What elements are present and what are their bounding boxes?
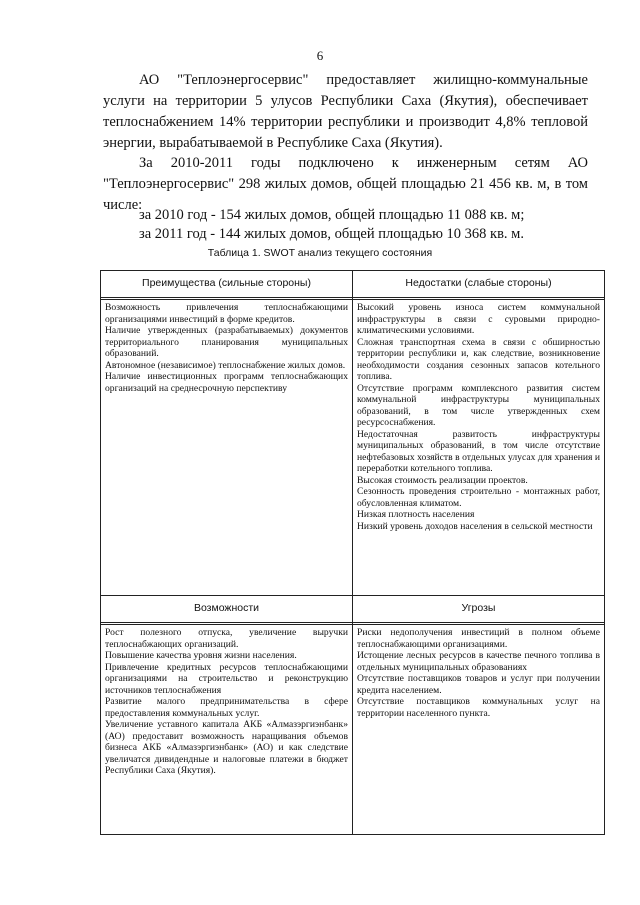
page-number: 6: [316, 48, 324, 63]
weakness-item: Низкая плотность населения: [357, 509, 475, 520]
weakness-item: Сложная транспортная схема в связи с обширностью территории республики и, как следствие, возникновение необходимости создания сезонных запасов котельного топлива.: [357, 336, 600, 382]
strengths-header: Преимущества (сильные стороны): [101, 271, 353, 298]
weakness-item: Низкий уровень доходов населения в сельской местности: [357, 520, 593, 532]
threat-item: Отсутствие поставщиков товаров и услуг при получении кредита населением.: [357, 673, 600, 696]
opportunity-item: Развитие малого предпринимательства в сфере предоставления коммунальных услуг.: [105, 696, 348, 719]
opportunity-item: Привлечение кредитных ресурсов теплоснабжающими организациями на строительство и реконструкцию источников теплоснабжения: [105, 661, 348, 696]
weakness-item: Сезонность проведения строительно - монтажных работ, обусловленная климатом.: [357, 486, 600, 509]
opportunities-cell: [101, 625, 353, 835]
intro-paragraph: АО "Теплоэнергосервис" предоставляет жилищно-коммунальные услуги на территории 5 улусов Республики Саха (Якутия), обеспечивает теплоснабжением 14% территории республики и производит 4,8% тепловой энергии, вырабатываемой в Республике Саха (Якутия).: [103, 72, 588, 151]
threats-header: Угрозы: [353, 596, 605, 623]
threats-cell: [353, 625, 605, 835]
strength-item: Возможность привлечения теплоснабжающими организациями инвестиций в форме кредитов.: [105, 302, 348, 325]
year-2010-line: за 2010 год - 154 жилых домов, общей площадью 11 088 кв. м;: [139, 207, 525, 223]
threat-item: Риски недополучения инвестиций в полном объеме теплоснабжающими организациями.: [357, 627, 600, 650]
opportunities-header: Возможности: [101, 596, 353, 623]
weakness-item: Высокий уровень износа систем коммунальной инфраструктуры в связи с суровыми природно-климатическими условиями.: [357, 302, 600, 336]
strength-item: Автономное (независимое) теплоснабжение жилых домов.: [105, 359, 346, 371]
weakness-item: Высокая стоимость реализации проектов.: [357, 474, 528, 486]
opportunity-item: Повышение качества уровня жизни населения.: [105, 650, 297, 661]
threat-item: Отсутствие поставщиков коммунальных услуг на территории населенного пункта.: [357, 696, 600, 719]
weaknesses-header: Недостатки (слабые стороны): [353, 271, 605, 298]
swot-table: [100, 270, 605, 835]
weakness-item: Недостаточная развитость инфраструктуры муниципальных образований, в том числе отсутствие нефтебазовых хозяйств в отдельных улусах для хранения и переработки котельного топлива.: [357, 428, 600, 474]
weakness-item: Отсутствие программ комплексного развития систем коммунальной инфраструктуры муниципальных образований, в том числе утвержденных схем ресурсоснабжения.: [357, 382, 600, 428]
weaknesses-cell: [353, 300, 605, 596]
opportunity-item: Увеличение уставного капитала АКБ «Алмазэргиэнбанк» (АО) предоставит возможность наращивания объемов бизнеса АКБ «Алмазэргиэнбанк» (АО) и как следствие увеличатся дивидендные и налоговые платежи в бюджет Республики Саха (Якутия).: [105, 719, 348, 776]
threat-item: Истощение лесных ресурсов в качестве печного топлива в отдельных муниципальных образованиях: [357, 650, 600, 673]
connections-paragraph: За 2010-2011 годы подключено к инженерным сетям АО "Теплоэнергосервис" 298 жилых домов, общей площадью 21 456 кв. м, в том числе:: [103, 155, 588, 213]
opportunity-item: Рост полезного отпуска, увеличение выручки теплоснабжающих организаций.: [105, 627, 348, 650]
strength-item: Наличие инвестиционных программ теплоснабжающих организаций на среднесрочную перспективу: [105, 371, 348, 394]
table-caption: Таблица 1. SWOT анализ текущего состояния: [207, 247, 433, 259]
strengths-cell: [101, 300, 353, 596]
strength-item: Наличие утвержденных (разрабатываемых) документов территориального планирования муниципальных образований.: [105, 325, 348, 359]
year-2011-line: за 2011 год - 144 жилых домов, общей площадью 10 368 кв. м.: [139, 226, 524, 242]
